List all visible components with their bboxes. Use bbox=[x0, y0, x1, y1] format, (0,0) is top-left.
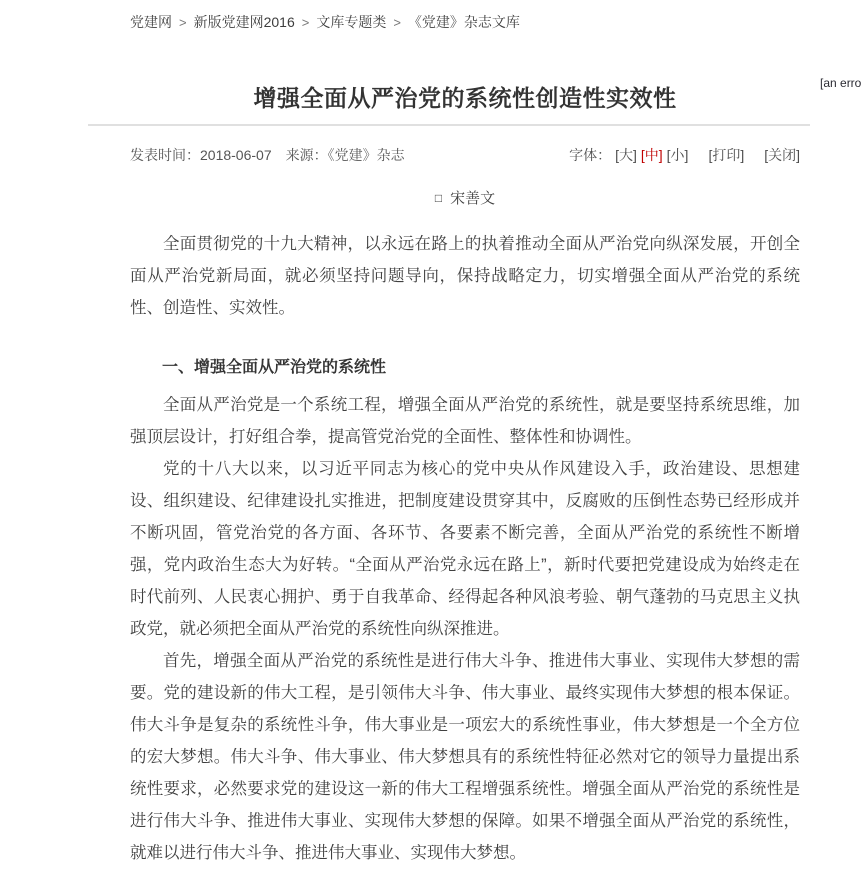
breadcrumb-link-category[interactable]: 文库专题类 bbox=[316, 14, 387, 30]
page-title: 增强全面从严治党的系统性创造性实效性 bbox=[253, 85, 677, 111]
breadcrumb-link-library[interactable]: 《党建》杂志文库 bbox=[407, 14, 520, 30]
close-button[interactable]: [关闭] bbox=[764, 147, 800, 163]
paragraph: 全面从严治党是一个系统工程，增强全面从严治党的系统性，就是要坚持系统思维，加强顶层设计，打好组合拳，提高管党治党的全面性、整体性和协调性。 bbox=[130, 396, 800, 446]
source-label: 来源： bbox=[285, 147, 328, 163]
ssi-error-text: [an erro bbox=[820, 76, 862, 90]
paragraph: 党的十八大以来，以习近平同志为核心的党中央从作风建设入手，政治建设、思想建设、组织建设、纪律建设扎实推进，把制度建设贯穿其中，反腐败的压倒性态势已经形成并不断巩固，管党治党的各方面、各环节、各要素不断完善，全面从严治党的系统性不断增强，党内政治生态大为好转。“全面从严治党永远在路上”，新时代要把党建设成为始终走在时代前列、人民衷心拥护、勇于自我革命、经得起各种风浪考验、朝气蓬勃的马克思主义执政党，就必须把全面从严治党的系统性向纵深推进。 bbox=[130, 460, 800, 638]
title-divider bbox=[88, 124, 810, 126]
breadcrumb bbox=[0, 0, 863, 31]
print-button[interactable]: [打印] bbox=[708, 147, 745, 163]
section-heading: 一、增强全面从严治党的系统性 bbox=[162, 359, 387, 376]
source-value: 《党建》杂志 bbox=[327, 147, 405, 163]
breadcrumb-separator: > bbox=[179, 15, 187, 30]
article-meta bbox=[130, 147, 405, 163]
publish-date: 2018-06-07 bbox=[200, 147, 272, 163]
breadcrumb-separator: > bbox=[301, 15, 310, 30]
breadcrumb-link-site2016[interactable]: 新版党建网2016 bbox=[193, 14, 295, 30]
publish-time-label: 发表时间： bbox=[130, 147, 200, 163]
article-meta-bar bbox=[130, 147, 800, 163]
font-size-medium-button[interactable]: [中] bbox=[640, 147, 663, 163]
author-name: 宋善文 bbox=[450, 190, 496, 207]
paragraph: 首先，增强全面从严治党的系统性是进行伟大斗争、推进伟大事业、实现伟大梦想的需要。党的建设新的伟大工程，是引领伟大斗争、伟大事业、最终实现伟大梦想的根本保证。伟大斗争是复杂的系统性斗争，伟大事业是一项宏大的系统性事业，伟大梦想是一个全方位的宏大梦想。伟大斗争、伟大事业、伟大梦想具有的系统性特征必然对它的领导力量提出系统性要求，必然要求党的建设这一新的伟大工程增强系统性。增强全面从严治党的系统性是进行伟大斗争、推进伟大事业、实现伟大梦想的保障。如果不增强全面从严治党的系统性，就难以进行伟大斗争、推进伟大事业、实现伟大梦想。 bbox=[130, 652, 800, 862]
breadcrumb-link-home[interactable]: 党建网 bbox=[130, 14, 172, 30]
breadcrumb-separator: > bbox=[393, 15, 401, 30]
font-size-large-button[interactable]: [大] bbox=[615, 147, 637, 163]
square-bullet-icon: □ bbox=[434, 191, 443, 205]
article-body bbox=[130, 228, 800, 869]
font-size-label: 字体： bbox=[569, 147, 612, 163]
author-line bbox=[130, 189, 800, 209]
paragraph: 全面贯彻党的十九大精神，以永远在路上的执着推动全面从严治党向纵深发展，开创全面从严治党新局面，就必须坚持问题导向，保持战略定力，切实增强全面从严治党的系统性、创造性、实效性。 bbox=[130, 235, 800, 317]
article-toolbar bbox=[569, 147, 800, 163]
font-size-small-button[interactable]: [小] bbox=[666, 147, 689, 163]
